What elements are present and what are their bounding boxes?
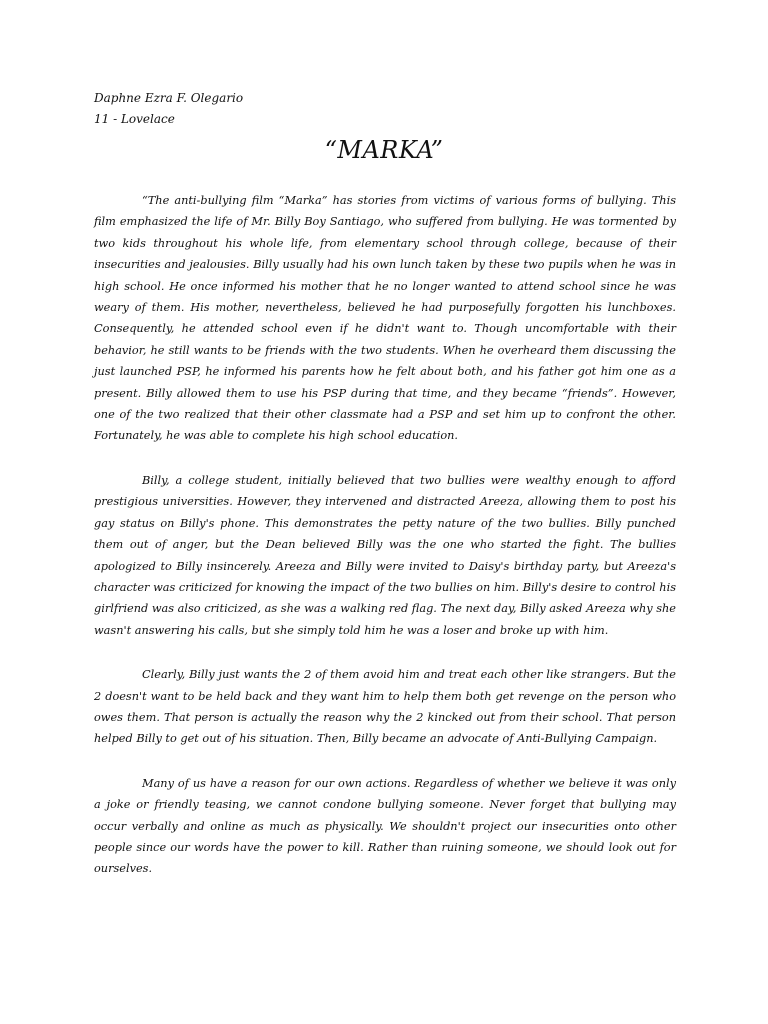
paragraph-1: “The anti-bullying film “Marka” has stories from victims of various forms of bullying. This film emphasized the life of Mr. Billy Boy Santiago, who suffered from bullying. He was tormented by two kids throughout his whole life, from elementary school through college, because of their insecurities and jealousies. Billy usually had his own lunch taken by these two pupils when he was in high school. He once informed his mother that he no longer wanted to attend school since he was weary of them. His mother, nevertheless, believed he had purposefully forgotten his lunchboxes. Consequently, he attended school even if he didn't want to. Though uncomfortable with their behavior, he still wants to be friends with the two students. When he overheard them discussing the just launched PSP, he informed his parents how he felt about both, and his father got him one as a present. Billy allowed them to use his PSP during that time, and they became “friends”. However, one of the two realized that their other classmate had a PSP and set him up to confront the other. Fortunately, he was able to complete his high school education.: [94, 194, 676, 443]
paragraph-3: Clearly, Billy just wants the 2 of them avoid him and treat each other like strangers. But the 2 doesn't want to be held back and they want him to help them both get revenge on the person who owes them. That person is actually the reason why the 2 kincked out from their school. That person helped Billy to get out of his situation. Then, Billy became an advocate of Anti-Bullying Campaign.: [94, 668, 676, 746]
document-header: [94, 88, 243, 130]
class-section: 11 - Lovelace: [94, 112, 175, 126]
document-body: [94, 190, 676, 880]
document-title: “MARKA”: [324, 136, 444, 164]
paragraph-4: Many of us have a reason for our own actions. Regardless of whether we believe it was only a joke or friendly teasing, we cannot condone bullying someone. Never forget that bullying may occur verbally and online as much as physically. We shouldn't project our insecurities onto other people since our words have the power to kill. Rather than ruining someone, we should look out for ourselves.: [94, 776, 676, 876]
author-name: Daphne Ezra F. Olegario: [94, 91, 244, 105]
paragraph-2: Billy, a college student, initially believed that two bullies were wealthy enough to afford prestigious universities. However, they intervened and distracted Areeza, allowing them to post his gay status on Billy's phone. This demonstrates the petty nature of the two bullies. Billy punched them out of anger, but the Dean believed Billy was the one who started the fight. The bullies apologized to Billy insincerely. Areeza and Billy were invited to Daisy's birthday party, but Areeza's character was criticized for knowing the impact of the two bullies on him. Billy's desire to control his girlfriend was also criticized, as she was a walking red flag. The next day, Billy asked Areeza why she wasn't answering his calls, but she simply told him he was a loser and broke up with him.: [94, 473, 676, 637]
